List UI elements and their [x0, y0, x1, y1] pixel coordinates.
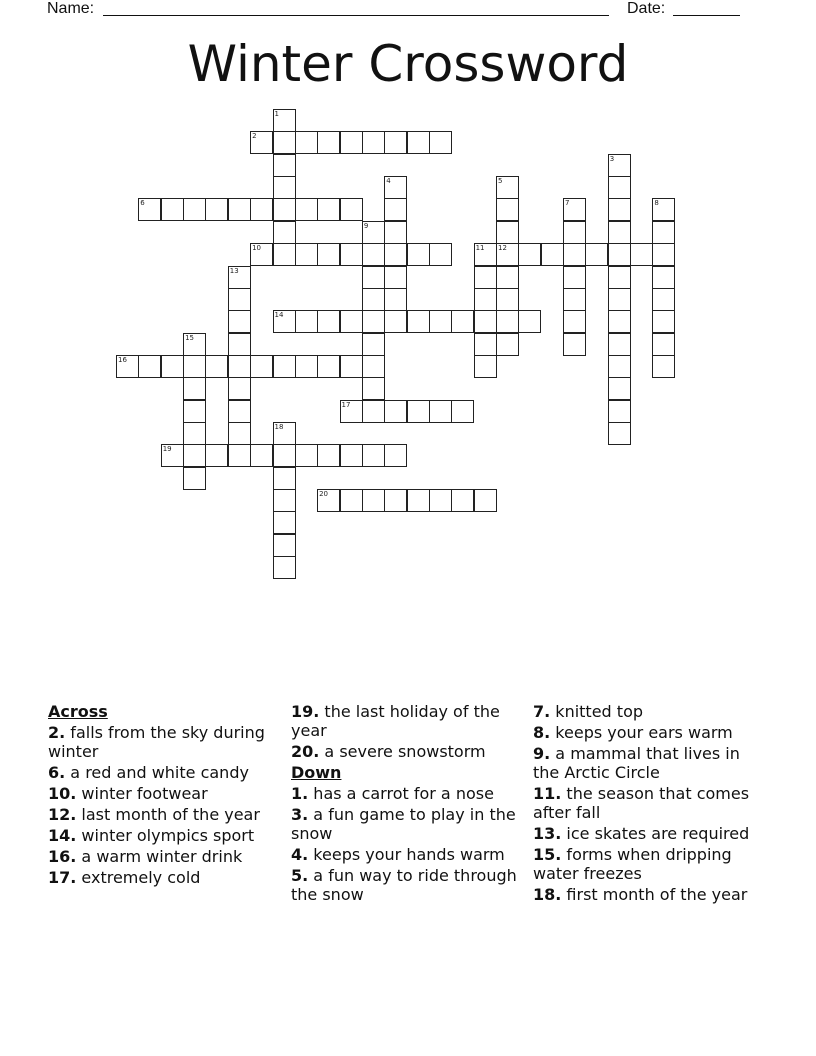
grid-cell[interactable]: [384, 400, 407, 423]
clue-number-label: 17.: [48, 868, 77, 887]
clue-number: 19: [162, 445, 172, 454]
grid-cell[interactable]: [474, 288, 497, 311]
grid-cell[interactable]: [273, 444, 296, 467]
grid-cell[interactable]: [228, 422, 251, 445]
grid-cell[interactable]: [228, 288, 251, 311]
grid-cell[interactable]: [585, 243, 608, 266]
grid-cell[interactable]: [273, 556, 296, 579]
clue-number: 17: [341, 400, 351, 409]
grid-cell[interactable]: [362, 400, 385, 423]
clue-number-label: 6.: [48, 763, 66, 782]
grid-cell[interactable]: [652, 355, 675, 378]
grid-cell[interactable]: [384, 198, 407, 221]
grid-cell[interactable]: [183, 198, 206, 221]
grid-cell[interactable]: [228, 310, 251, 333]
grid-cell[interactable]: [608, 154, 631, 177]
clue-number: 6: [140, 199, 145, 208]
grid-cell[interactable]: [273, 534, 296, 557]
grid-cell[interactable]: [429, 489, 452, 512]
clue-item: [291, 866, 526, 904]
grid-cell[interactable]: [608, 198, 631, 221]
grid-cell[interactable]: [362, 310, 385, 333]
grid-cell[interactable]: [608, 310, 631, 333]
grid-cell[interactable]: [295, 131, 318, 154]
clue-text: forms when dripping water freezes: [533, 845, 732, 883]
grid-cell[interactable]: [273, 489, 296, 512]
grid-cell[interactable]: [362, 288, 385, 311]
clue-item: [533, 885, 768, 904]
clue-number-label: 3.: [291, 805, 309, 824]
clue-item: [291, 845, 526, 864]
grid-cell[interactable]: [652, 333, 675, 356]
grid-cell[interactable]: [407, 400, 430, 423]
grid-cell[interactable]: [317, 198, 340, 221]
grid-cell[interactable]: [518, 310, 541, 333]
grid-cell[interactable]: [474, 266, 497, 289]
grid-cell[interactable]: [362, 444, 385, 467]
grid-cell[interactable]: [273, 355, 296, 378]
grid-cell[interactable]: [273, 154, 296, 177]
clue-number: 7: [565, 199, 570, 208]
grid-cell[interactable]: [384, 489, 407, 512]
clue-text: the season that comes after fall: [533, 784, 750, 822]
grid-cell[interactable]: [340, 198, 363, 221]
clue-number: 5: [498, 177, 503, 186]
grid-cell[interactable]: [340, 400, 363, 423]
grid-cell[interactable]: [541, 243, 564, 266]
grid-cell[interactable]: [608, 377, 631, 400]
grid-cell[interactable]: [563, 198, 586, 221]
clue-number-label: 15.: [533, 845, 562, 864]
grid-cell[interactable]: [362, 131, 385, 154]
clue-number-label: 1.: [291, 784, 309, 803]
clue-text: a mammal that lives in the Arctic Circle: [533, 744, 740, 782]
grid-cell[interactable]: [317, 131, 340, 154]
clue-number-label: 20.: [291, 742, 320, 761]
grid-cell[interactable]: [652, 243, 675, 266]
grid-cell[interactable]: [429, 131, 452, 154]
grid-cell[interactable]: [273, 131, 296, 154]
clue-item: [48, 763, 283, 782]
clue-item: [533, 723, 768, 742]
clue-number-label: 16.: [48, 847, 77, 866]
clue-item: [48, 805, 283, 824]
clue-item: [48, 826, 283, 845]
grid-cell[interactable]: [340, 243, 363, 266]
grid-cell[interactable]: [474, 333, 497, 356]
clue-number: 3: [609, 154, 615, 163]
clue-number-label: 12.: [48, 805, 77, 824]
clue-text: a warm winter drink: [76, 847, 243, 866]
grid-cell[interactable]: [496, 176, 519, 199]
clue-text: has a carrot for a nose: [308, 784, 494, 803]
grid-cell[interactable]: [563, 221, 586, 244]
grid-cell[interactable]: [652, 288, 675, 311]
page-title: Winter Crossword: [187, 35, 629, 93]
grid-cell[interactable]: [451, 400, 474, 423]
grid-cell[interactable]: [228, 266, 251, 289]
grid-cell[interactable]: [563, 288, 586, 311]
clue-text: extremely cold: [76, 868, 201, 887]
clue-item: [533, 845, 768, 883]
clue-item: [48, 723, 283, 761]
clue-number: 18: [274, 422, 284, 431]
clue-item: [48, 868, 283, 887]
grid-cell[interactable]: [451, 310, 474, 333]
grid-cell[interactable]: [183, 422, 206, 445]
grid-cell[interactable]: [273, 198, 296, 221]
clue-number-label: 18.: [533, 885, 562, 904]
grid-cell[interactable]: [451, 489, 474, 512]
grid-cell[interactable]: [295, 355, 318, 378]
grid-cell[interactable]: [362, 489, 385, 512]
grid-cell[interactable]: [474, 489, 497, 512]
grid-cell[interactable]: [183, 467, 206, 490]
clue-item: [48, 847, 283, 866]
clues-column-2: [291, 702, 526, 906]
grid-cell[interactable]: [340, 444, 363, 467]
grid-cell[interactable]: [161, 355, 184, 378]
grid-cell[interactable]: [652, 310, 675, 333]
clue-number: 8: [654, 199, 659, 208]
clue-text: a severe snowstorm: [319, 742, 486, 761]
clue-text: last month of the year: [76, 805, 260, 824]
grid-cell[interactable]: [608, 221, 631, 244]
clue-item: [533, 702, 768, 721]
grid-cell[interactable]: [317, 243, 340, 266]
grid-cell[interactable]: [295, 198, 318, 221]
grid-cell[interactable]: [250, 355, 273, 378]
grid-cell[interactable]: [362, 377, 385, 400]
clue-number: 4: [386, 177, 391, 186]
grid-cell[interactable]: [429, 310, 452, 333]
clue-number: 16: [118, 355, 127, 364]
grid-cell[interactable]: [652, 266, 675, 289]
grid-cell[interactable]: [228, 444, 251, 467]
clue-item: [291, 702, 526, 740]
clue-number-label: 14.: [48, 826, 77, 845]
clue-text: a fun way to ride through the snow: [291, 866, 517, 904]
clue-item: [533, 744, 768, 782]
clue-item: [533, 824, 768, 843]
grid-cell[interactable]: [295, 444, 318, 467]
grid-cell[interactable]: [608, 243, 631, 266]
grid-cell[interactable]: [295, 243, 318, 266]
clue-text: ice skates are required: [561, 824, 750, 843]
grid-cell[interactable]: [205, 355, 228, 378]
clue-number: 11: [475, 244, 485, 253]
grid-cell[interactable]: [273, 221, 296, 244]
section-heading: Across: [48, 702, 108, 721]
clue-item: [291, 742, 526, 761]
grid-cell[interactable]: [317, 310, 340, 333]
grid-cell[interactable]: [384, 131, 407, 154]
grid-cell[interactable]: [295, 310, 318, 333]
grid-cell[interactable]: [250, 243, 273, 266]
grid-cell[interactable]: [340, 310, 363, 333]
grid-cell[interactable]: [563, 333, 586, 356]
grid-cell[interactable]: [228, 198, 251, 221]
grid-cell[interactable]: [496, 333, 519, 356]
grid-cell[interactable]: [138, 355, 161, 378]
grid-cell[interactable]: [496, 221, 519, 244]
grid-cell[interactable]: [205, 444, 228, 467]
clue-number: 14: [274, 311, 284, 320]
grid-cell[interactable]: [407, 131, 430, 154]
grid-cell[interactable]: [183, 355, 206, 378]
clue-text: a red and white candy: [65, 763, 249, 782]
grid-cell[interactable]: [228, 333, 251, 356]
grid-cell[interactable]: [116, 355, 139, 378]
clue-item: [48, 784, 283, 803]
clue-number: 1: [274, 110, 279, 118]
grid-cell[interactable]: [608, 176, 631, 199]
grid-cell[interactable]: [429, 400, 452, 423]
grid-cell[interactable]: [608, 288, 631, 311]
clue-item: [533, 784, 768, 822]
grid-cell[interactable]: [273, 243, 296, 266]
grid-cell[interactable]: [273, 310, 296, 333]
grid-cell[interactable]: [496, 310, 519, 333]
grid-cell[interactable]: [250, 198, 273, 221]
grid-cell[interactable]: [138, 198, 161, 221]
clue-number-label: 7.: [533, 702, 551, 721]
grid-cell[interactable]: [384, 444, 407, 467]
grid-cell[interactable]: [228, 377, 251, 400]
grid-cell[interactable]: [384, 310, 407, 333]
grid-cell[interactable]: [407, 243, 430, 266]
grid-cell[interactable]: [183, 377, 206, 400]
grid-cell[interactable]: [161, 444, 184, 467]
clue-text: keeps your hands warm: [308, 845, 505, 864]
clue-number-label: 8.: [533, 723, 551, 742]
grid-cell[interactable]: [608, 400, 631, 423]
grid-cell[interactable]: [496, 266, 519, 289]
grid-cell[interactable]: [273, 109, 296, 132]
clue-number-label: 5.: [291, 866, 309, 885]
clue-number-label: 9.: [533, 744, 551, 763]
grid-cell[interactable]: [384, 266, 407, 289]
clue-item: [291, 805, 526, 843]
clue-number: 2: [252, 132, 257, 141]
clues-column-3: [533, 702, 768, 906]
clues-column-1: [48, 702, 283, 889]
clue-text: the last holiday of the year: [291, 702, 500, 740]
grid-cell[interactable]: [518, 243, 541, 266]
grid-cell[interactable]: [630, 243, 653, 266]
grid-cell[interactable]: [362, 333, 385, 356]
grid-cell[interactable]: [205, 198, 228, 221]
clue-number: 13: [229, 266, 239, 275]
grid-cell[interactable]: [474, 310, 497, 333]
grid-cell[interactable]: [384, 221, 407, 244]
grid-cell[interactable]: [340, 131, 363, 154]
grid-cell[interactable]: [273, 176, 296, 199]
grid-cell[interactable]: [273, 511, 296, 534]
clue-number: 15: [185, 333, 195, 342]
grid-cell[interactable]: [384, 243, 407, 266]
grid-cell[interactable]: [652, 198, 675, 221]
grid-cell[interactable]: [429, 243, 452, 266]
grid-cell[interactable]: [496, 198, 519, 221]
clue-text: keeps your ears warm: [550, 723, 733, 742]
clue-text: winter olympics sport: [76, 826, 255, 845]
section-heading: Down: [291, 763, 342, 782]
clue-item: [291, 784, 526, 803]
grid-cell[interactable]: [317, 355, 340, 378]
grid-cell[interactable]: [161, 198, 184, 221]
grid-cell[interactable]: [250, 131, 273, 154]
grid-cell[interactable]: [496, 288, 519, 311]
clue-text: falls from the sky during winter: [48, 723, 265, 761]
clue-number-label: 10.: [48, 784, 77, 803]
grid-cell[interactable]: [362, 243, 385, 266]
grid-cell[interactable]: [608, 266, 631, 289]
grid-cell[interactable]: [317, 444, 340, 467]
grid-cell[interactable]: [407, 310, 430, 333]
clue-number: 9: [363, 221, 369, 230]
clue-number-label: 4.: [291, 845, 309, 864]
grid-cell[interactable]: [228, 355, 251, 378]
clue-number-label: 13.: [533, 824, 562, 843]
grid-cell[interactable]: [384, 176, 407, 199]
grid-cell[interactable]: [652, 221, 675, 244]
grid-cell[interactable]: [362, 355, 385, 378]
grid-cell[interactable]: [608, 422, 631, 445]
grid-cell[interactable]: [362, 221, 385, 244]
clue-number: 10: [252, 244, 262, 253]
clue-text: winter footwear: [76, 784, 208, 803]
grid-cell[interactable]: [340, 355, 363, 378]
grid-cell[interactable]: [563, 310, 586, 333]
grid-cell[interactable]: [273, 422, 296, 445]
grid-cell[interactable]: [340, 489, 363, 512]
grid-cell[interactable]: [183, 333, 206, 356]
clue-text: a fun game to play in the snow: [291, 805, 516, 843]
grid-cell[interactable]: [608, 355, 631, 378]
clue-number-label: 19.: [291, 702, 320, 721]
grid-cell[interactable]: [317, 489, 340, 512]
clue-text: knitted top: [550, 702, 644, 721]
clue-text: first month of the year: [561, 885, 748, 904]
clue-number: 20: [319, 490, 329, 498]
grid-cell[interactable]: [496, 243, 519, 266]
name-label: Name:: [47, 0, 95, 17]
grid-cell[interactable]: [563, 243, 586, 266]
grid-cell[interactable]: [228, 400, 251, 423]
clue-number-label: 11.: [533, 784, 562, 803]
grid-cell[interactable]: [608, 333, 631, 356]
grid-cell[interactable]: [362, 266, 385, 289]
date-label: Date:: [627, 0, 666, 17]
grid-cell[interactable]: [384, 288, 407, 311]
grid-cell[interactable]: [474, 243, 497, 266]
clue-number: 12: [498, 244, 507, 253]
grid-cell[interactable]: [474, 355, 497, 378]
grid-cell[interactable]: [563, 266, 586, 289]
grid-cell[interactable]: [183, 444, 206, 467]
grid-cell[interactable]: [250, 444, 273, 467]
grid-cell[interactable]: [183, 400, 206, 423]
grid-cell[interactable]: [407, 489, 430, 512]
grid-cell[interactable]: [273, 467, 296, 490]
clue-number-label: 2.: [48, 723, 66, 742]
